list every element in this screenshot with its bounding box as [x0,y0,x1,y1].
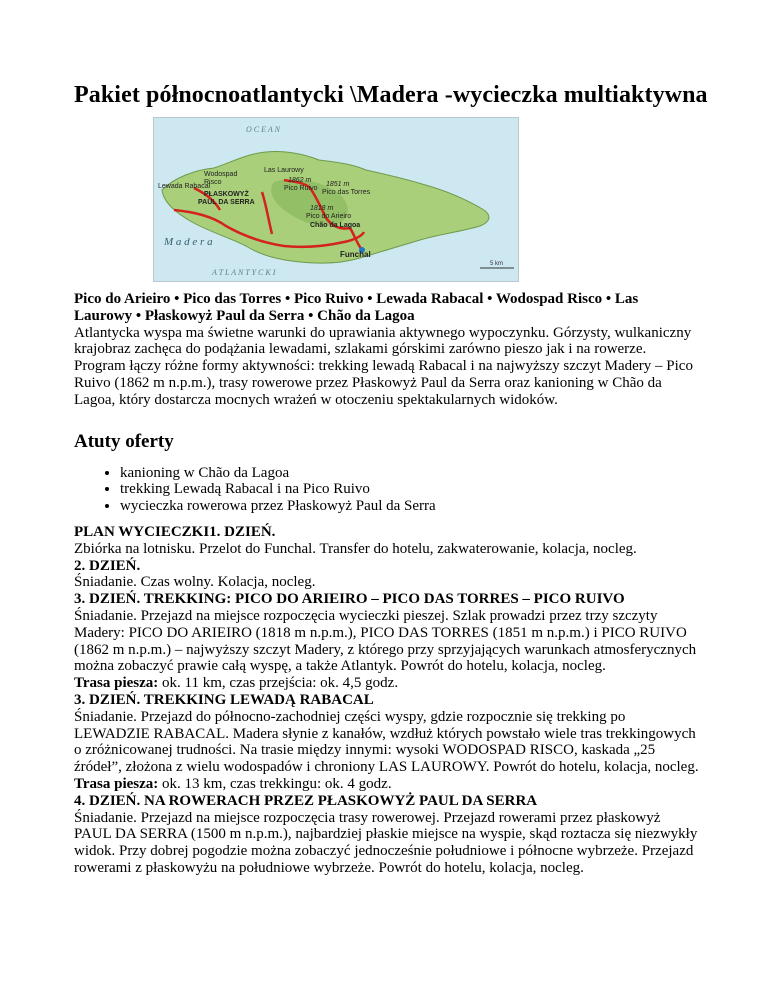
day3b-heading: 3. DZIEŃ. TREKKING LEWADĄ RABACAL [74,691,374,708]
day3a-trail-label: Trasa piesza: [74,675,159,692]
arieiro-alt-label: 1818 m [310,205,334,212]
day4-heading: 4. DZIEŃ. NA ROWERACH PRZEZ PŁASKOWYŻ PAUL DA SERRA [74,792,538,809]
pico-ruivo-label: Pico Ruivo [284,185,318,192]
day3a-trail [74,675,699,692]
wodospad-label-2: Risco [204,179,222,186]
day3a-trail-value: ok. 11 km, czas przejścia: ok. 4,5 godz. [158,675,399,692]
highlights-heading: Atuty oferty [74,430,174,452]
map-graphic [154,118,519,282]
highlight-item: • wycieczka rowerowa przez Płaskowyż Paul da Serra [120,498,699,515]
pico-ruivo-alt-label: 1862 m [288,177,312,184]
highlights-list [74,465,699,515]
ocean-bottom-label: A T L A N T Y C K I [212,268,276,277]
arieiro-label: Pico do Arieiro [306,213,352,220]
day2-text: Śniadanie. Czas wolny. Kolacja, nocleg. [74,574,316,591]
day3a-text: Śniadanie. Przejazd na miejsce rozpoczęcia wycieczki pieszej. Szlak prowadzi przez trzy szczyty Madery: PICO DO ARIEIRO (1818 m n.p.m.), PICO DAS TORRES (1851 m n.p.m.) i PICO RUIVO (1862 m n.p.m.) – najwyższy szczyt Madery, z którego przy sprzyjających warunkach atmosferycznych można zobaczyć prawie całą wyspę, a także Atlantyk. Powrót do hotelu, kolacja, nocleg. [74,607,697,675]
funchal-label: Funchal [340,250,371,259]
day2-heading: 2. DZIEŃ. [74,557,141,574]
day3a-heading: 3. DZIEŃ. TREKKING: PICO DO ARIEIRO – PICO DAS TORRES – PICO RUIVO [74,591,625,608]
document-content [74,291,699,877]
plaskowyz-label-1: PŁASKOWYŻ [204,191,249,198]
pico-torres-label: Pico das Torres [322,189,371,196]
document-title: Pakiet północnoatlantycki \Madera -wycieczka multiaktywna [74,82,708,108]
day1-text: Zbiórka na lotnisku. Przelot do Funchal. Transfer do hotelu, zakwaterowanie, kolacja, nocleg. [74,540,637,557]
pico-torres-alt-label: 1851 m [326,181,350,188]
island-name-label: M a d e r a [164,236,213,248]
scale-label: 5 km [490,261,504,267]
highlight-item: • kanioning w Chão da Lagoa [120,465,699,482]
intro-text: Atlantycka wyspa ma świetne warunki do uprawiania aktywnego wypoczynku. Górzysty, wulkaniczny krajobraz zachęca do podążania lewadami, szlakami górskimi zarówno pieszo jak i na rowerze. Program łączy różne formy aktywności: trekking lewadą Rabacal i na najwyższy szczyt Madery – Pico Ruivo (1862 m n.p.m.), trasy rowerowe przez Płaskowyż Paul da Serra oraz kanioning w Chão da Lagoa, który dostarcza mocnych wrażeń w otoczeniu spektakularnych widoków. [74,324,693,408]
day3b-trail-label: Trasa piesza: [74,775,159,792]
wodospad-label-1: Wodospad [204,171,238,178]
plaskowyz-label-2: PAUL DA SERRA [198,199,255,206]
highlight-item: • trekking Lewadą Rabacal i na Pico Ruivo [120,481,699,498]
ocean-top-label: O C E A N [246,125,280,134]
route-map [153,117,519,282]
lewada-label: Lewada Rabacal [158,183,211,190]
day1-heading: PLAN WYCIECZKI1. DZIEŃ. [74,523,276,540]
day3b-text: Śniadanie. Przejazd do północno-zachodniej części wyspy, gdzie rozpocznie się trekking po LEWADZIE RABACAL. Madera słynie z kanałów, wzdłuż których powstało wiele tras trekkingowych o zróżnicowanej trudności. Na trasie między innymi: wysoki WODOSPAD RISCO, kaskada „25 źródeł”, złożona z wielu wodospadów i chroniony LAS LAUROWY. Powrót do hotelu, kolacja, nocleg. [74,708,699,776]
day4-text: Śniadanie. Przejazd na miejsce rozpoczęcia trasy rowerowej. Przejazd rowerami przez płaskowyż PAUL DA SERRA (1500 m n.p.m.), najbardziej płaskie miejsce na wyspie, skąd roztacza się niezwykły widok. Przy dobrej pogodzie można zobaczyć jednocześnie południowe i północne wybrzeże. Przejazd rowerami z płaskowyżu na południowe wybrzeże. Powrót do hotelu, kolacja, nocleg. [74,809,698,876]
las-laurowy-label: Las Laurowy [264,167,304,174]
chao-label: Chão da Lagoa [310,222,361,229]
intro-subtitle: Pico do Arieiro • Pico das Torres • Pico Ruivo • Lewada Rabacal • Wodospad Risco • Las Laurowy • Płaskowyż Paul da Serra • Chão da Lagoa [74,291,639,324]
day3b-trail-value: ok. 13 km, czas trekkingu: ok. 4 godz. [158,775,392,792]
day3b-trail [74,776,699,793]
